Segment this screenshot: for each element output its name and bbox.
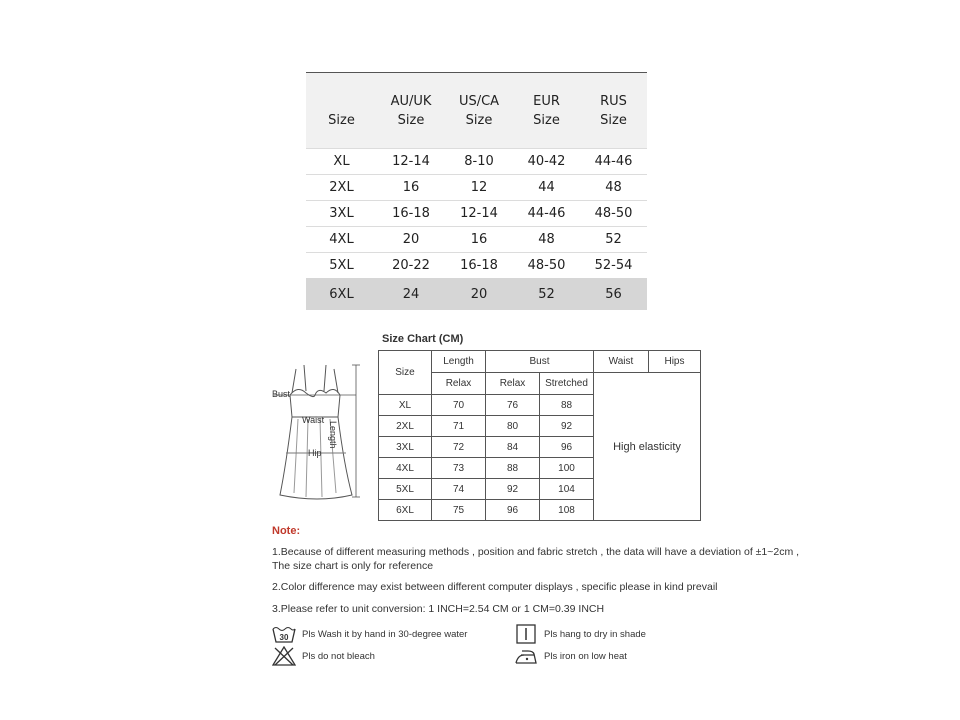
table-cell: 40-42 (513, 149, 580, 175)
table-row (306, 149, 647, 175)
care-bleach (272, 646, 375, 666)
table-cell: 12-14 (377, 149, 445, 175)
size-header: Size (379, 351, 432, 395)
table-row (306, 201, 647, 227)
note-line-3: 3.Please refer to unit conversion: 1 INCH=2.54 CM or 1 CM=0.39 INCH (272, 603, 605, 615)
table-cell: 44 (513, 175, 580, 201)
table-cell: 3XL (379, 437, 432, 458)
hips-header: Hips (649, 351, 701, 373)
bust-relax-header: Relax (486, 373, 540, 395)
size-chart-header-row (379, 351, 701, 373)
table-cell: 100 (540, 458, 594, 479)
table-cell: 5XL (306, 253, 377, 279)
table-cell: 73 (432, 458, 486, 479)
header-rus: RUS Size (580, 73, 647, 149)
hip-label: Hip (308, 448, 322, 458)
hang-dry-icon (514, 624, 538, 644)
care-iron (514, 646, 627, 666)
care-wash (272, 624, 467, 644)
table-cell: 2XL (379, 416, 432, 437)
conversion-header-row (306, 73, 647, 149)
hand-wash-30-icon (272, 624, 296, 644)
length-label: Length (328, 421, 338, 449)
table-cell: 16-18 (377, 201, 445, 227)
table-cell: 4XL (379, 458, 432, 479)
care-hang (514, 624, 646, 644)
table-cell: 24 (377, 278, 445, 310)
table-cell: 2XL (306, 175, 377, 201)
note-title: Note: (272, 525, 301, 537)
length-relax-header: Relax (432, 373, 486, 395)
care-bleach-text: Pls do not bleach (302, 650, 375, 662)
low-heat-iron-icon (514, 646, 538, 666)
care-wash-text: Pls Wash it by hand in 30-degree water (302, 628, 468, 640)
size-chart-title: Size Chart (CM) (382, 333, 464, 345)
table-cell: 6XL (306, 278, 377, 310)
length-header: Length (432, 351, 486, 373)
table-cell: 20 (377, 227, 445, 253)
table-cell: 71 (432, 416, 486, 437)
note-line-1b: The size chart is only for reference (272, 560, 434, 572)
table-cell: 52-54 (580, 253, 647, 279)
size-chart-table (378, 350, 701, 521)
table-cell: 56 (580, 278, 647, 310)
table-cell: 70 (432, 395, 486, 416)
table-cell: 20-22 (377, 253, 445, 279)
table-cell: 20 (445, 278, 513, 310)
table-cell: 88 (486, 458, 540, 479)
table-cell: 52 (580, 227, 647, 253)
table-cell: XL (306, 149, 377, 175)
table-cell: 48-50 (580, 201, 647, 227)
table-cell: 16 (445, 227, 513, 253)
table-cell: XL (379, 395, 432, 416)
table-cell: 72 (432, 437, 486, 458)
table-cell: 84 (486, 437, 540, 458)
table-cell: 3XL (306, 201, 377, 227)
bust-label: Bust (272, 389, 291, 399)
table-cell: 88 (540, 395, 594, 416)
table-cell: 108 (540, 500, 594, 521)
table-cell: 44-46 (513, 201, 580, 227)
table-cell: 5XL (379, 479, 432, 500)
waist-header: Waist (594, 351, 649, 373)
header-au-uk: AU/UK Size (377, 73, 445, 149)
table-cell: 48 (580, 175, 647, 201)
table-cell: 92 (540, 416, 594, 437)
table-cell: 74 (432, 479, 486, 500)
table-row (306, 175, 647, 201)
table-cell: 52 (513, 278, 580, 310)
header-size: Size (306, 73, 377, 149)
table-cell: 6XL (379, 500, 432, 521)
header-us-ca: US/CA Size (445, 73, 513, 149)
wash-temp-text: 30 (279, 633, 289, 642)
table-cell: 75 (432, 500, 486, 521)
no-bleach-icon (272, 646, 296, 666)
elasticity-note: High elasticity (594, 373, 701, 521)
table-cell: 4XL (306, 227, 377, 253)
table-row (306, 278, 647, 310)
care-hang-text: Pls hang to dry in shade (544, 628, 646, 640)
size-conversion-table (306, 72, 647, 310)
care-iron-text: Pls iron on low heat (544, 650, 627, 662)
table-cell: 16-18 (445, 253, 513, 279)
note-line-1a: 1.Because of different measuring methods , position and fabric stretch , the data will have a deviation of ±1~2cm , (272, 546, 800, 558)
table-cell: 96 (486, 500, 540, 521)
table-cell: 48-50 (513, 253, 580, 279)
table-cell: 44-46 (580, 149, 647, 175)
table-cell: 104 (540, 479, 594, 500)
table-cell: 16 (377, 175, 445, 201)
table-cell: 76 (486, 395, 540, 416)
table-cell: 8-10 (445, 149, 513, 175)
dress-illustration (268, 355, 368, 505)
waist-label: Waist (302, 415, 325, 425)
bust-header: Bust (486, 351, 594, 373)
dress-measurement-figure (268, 355, 368, 505)
table-cell: 92 (486, 479, 540, 500)
table-cell: 96 (540, 437, 594, 458)
table-cell: 48 (513, 227, 580, 253)
table-row (306, 253, 647, 279)
note-line-2: 2.Color difference may exist between different computer displays , specific please in kind prevail (272, 581, 718, 593)
table-cell: 12 (445, 175, 513, 201)
table-cell: 80 (486, 416, 540, 437)
header-eur: EUR Size (513, 73, 580, 149)
table-row (306, 227, 647, 253)
table-cell: 12-14 (445, 201, 513, 227)
bust-stretched-header: Stretched (540, 373, 594, 395)
